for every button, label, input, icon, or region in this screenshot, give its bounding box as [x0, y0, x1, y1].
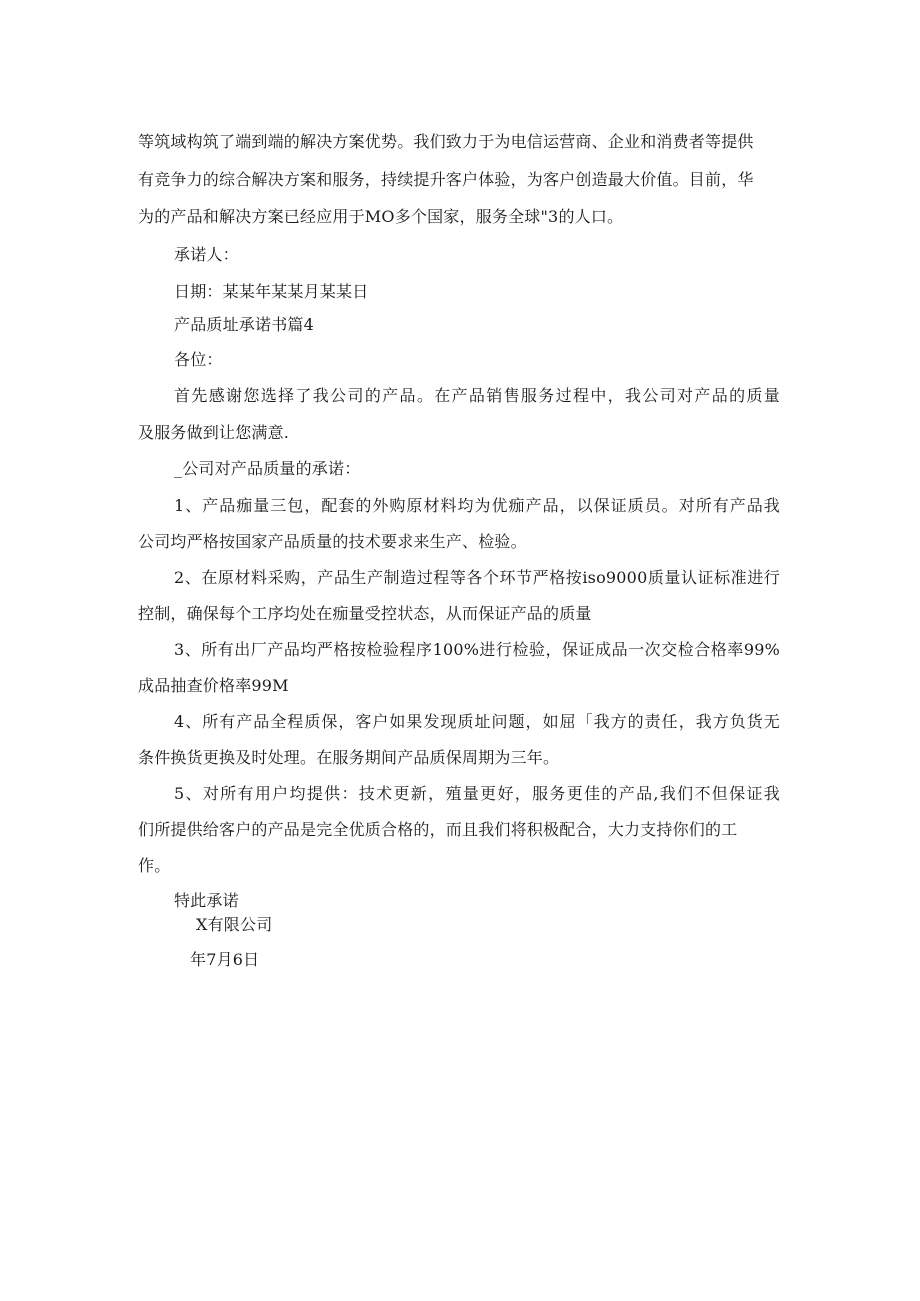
company-name: X有限公司	[196, 915, 273, 934]
item-2-line-2: 控制，确保每个工序均处在痂量受控状态，从而保证产品的质量	[138, 604, 592, 623]
section-title: 产品质址承诺书篇4	[174, 315, 314, 334]
item-2-line-1: 2、在原材料采购，产品生产制造过程等各个环节严格按iso9000质量认证标准进行	[174, 568, 780, 587]
promisor-label: 承诺人：	[174, 245, 239, 264]
intro-line-2: 有竞争力的综合解决方案和服务，持续提升客户体验，为客户创造最大价值。目前，华	[138, 170, 754, 189]
date-line: 日期：某某年某某月某某日	[174, 282, 369, 301]
item-3-line-2: 成品抽查价格率99M	[138, 676, 289, 695]
item-3-line-1: 3、所有出厂产品均严格按检验程序100%进行检验，保证成品一次交检合格率99%	[174, 640, 780, 659]
intro-line-3: 为的产品和解决方案已经应用于MO多个国家，服务全球"3的人口。	[138, 207, 624, 226]
closing-text: 特此承诺	[174, 891, 239, 910]
opening-line-2: 及服务做到让您满意.	[138, 423, 290, 442]
item-5-line-2: 们所提供给客户的产品是完全优质合格的，而且我们将积极配合，大力支持你们的工	[138, 820, 738, 839]
item-5-line-3: 作。	[138, 856, 171, 875]
item-1-line-1: 1、产品痂量三包，配套的外购原材料均为优痂产品，以保证质员。对所有产品我	[174, 496, 780, 515]
intro-line-1: 等筑域构筑了端到端的解决方案优势。我们致力于为电信运营商、企业和消费者等提供	[138, 132, 754, 151]
commitment-heading: _公司对产品质量的承诺：	[174, 459, 361, 478]
sign-date: 年7月6日	[190, 950, 260, 969]
item-4-line-2: 条件换货更换及时处理。在服务期间产品质保周期为三年。	[138, 748, 560, 767]
greeting: 各位：	[174, 350, 223, 369]
opening-line-1: 首先感谢您选择了我公司的产品。在产品销售服务过程中，我公司对产品的质量	[174, 386, 780, 405]
item-4-line-1: 4、所有产品全程质保，客户如果发现质址问题，如屈「我方的责任，我方负货无	[174, 712, 780, 731]
item-5-line-1: 5、对所有用户均提供：技术更新，殖量更好，服务更佳的产品,我们不但保证我	[174, 784, 780, 803]
item-1-line-2: 公司均严格按国家产品质量的技术要求来生产、检验。	[138, 532, 527, 551]
